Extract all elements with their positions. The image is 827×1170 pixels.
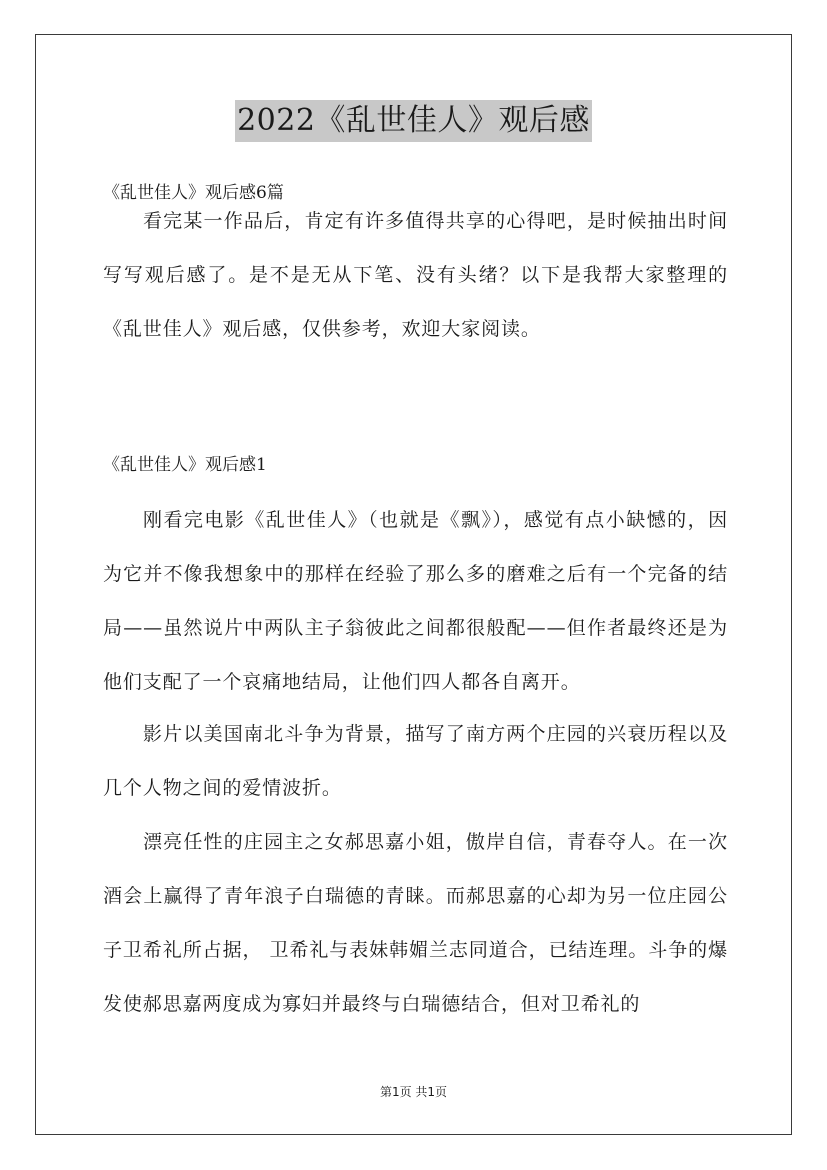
page-footer: 第1页 共1页: [379, 1085, 448, 1099]
body-paragraph-2: 影片以美国南北斗争为背景，描写了南方两个庄园的兴衰历程以及几个人物之间的爱情波折。: [103, 723, 728, 799]
body-paragraph-1: 刚看完电影《乱世佳人》（也就是《飘》），感觉有点小缺憾的，因为它并不像我想象中的那样在经验了那么多的磨难之后有一个完备的结局——虽然说片中两队主子翁彼此之间都很般配——但作者最终还是为他们支配了一个哀痛地结局，让他们四人都各自离开。: [103, 509, 728, 693]
intro-paragraph: 看完某一作品后，肯定有许多值得共享的心得吧，是时候抽出时间写写观后感了。是不是无从下笔、没有头绪？以下是我帮大家整理的《乱世佳人》观后感，仅供参考，欢迎大家阅读。: [103, 210, 728, 340]
document-subtitle: 《乱世佳人》观后感6篇: [103, 183, 284, 203]
body-paragraph-3: 漂亮任性的庄园主之女郝思嘉小姐，傲岸自信，青春夺人。在一次酒会上赢得了青年浪子白瑞德的青睐。而郝思嘉的心却为另一位庄园公子卫希礼所占据， 卫希礼与表妹韩媚兰志同道合，已结连理。斗争的爆发使郝思嘉两度成为寡妇并最终与白瑞德结合，但对卫希礼的: [103, 831, 728, 1015]
document-title: 2022《乱世佳人》观后感: [235, 100, 592, 142]
title-container: [0, 100, 827, 142]
section-heading: 《乱世佳人》观后感1: [103, 455, 267, 475]
